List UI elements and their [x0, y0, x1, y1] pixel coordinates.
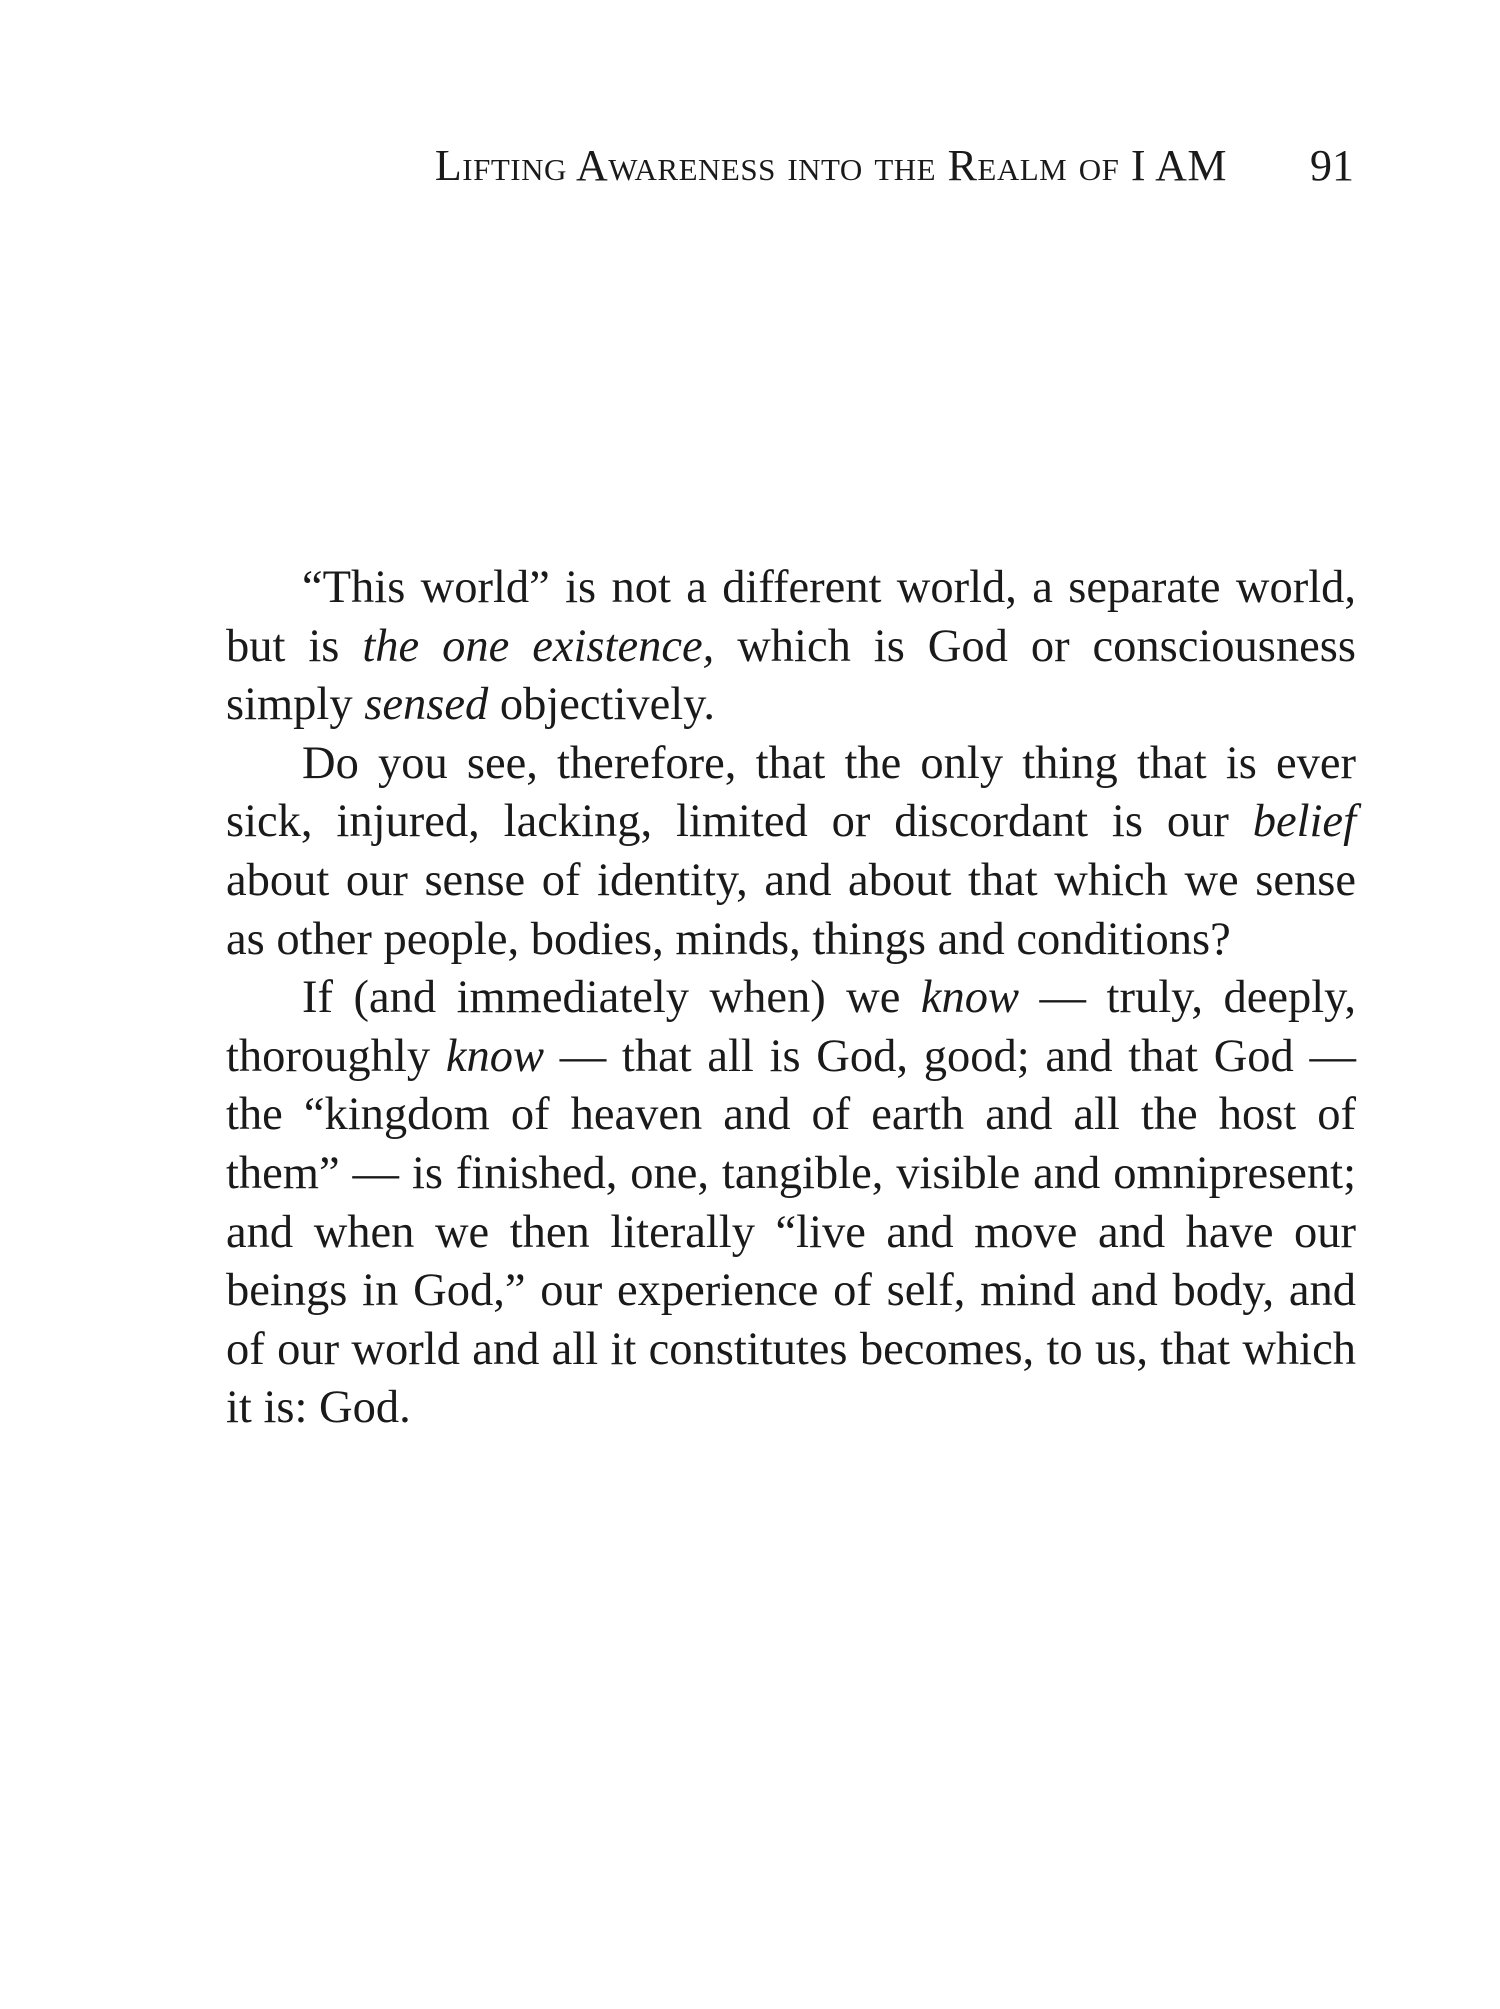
page-number: 91	[1310, 141, 1354, 190]
body-text	[226, 559, 1356, 1438]
paragraph-3-text-a: If (and immediately when) we	[302, 972, 921, 1024]
paragraph-2	[226, 735, 1356, 969]
paragraph-3-text-b: — truly, deeply, thoroughly	[226, 972, 1357, 1082]
paragraph-3	[226, 969, 1356, 1438]
paragraph-2-text-b: about our sense of identity, and about that which we sense as other people, bodies, minds, things and conditions?	[226, 854, 1356, 965]
paragraph-3-emphasis-a: know	[920, 972, 1020, 1024]
paragraph-1-emphasis-a: the one existence,	[362, 620, 715, 672]
paragraph-1	[226, 559, 1356, 735]
running-title: Lifting Awareness into the Realm of I AM	[434, 141, 1227, 190]
running-head	[352, 140, 1354, 200]
paragraph-2-text-a: Do you see, therefore, that the only thing that is ever sick, injured, lacking, limited or discordant is our	[226, 737, 1356, 848]
paragraph-1-emphasis-b: sensed	[364, 679, 489, 731]
paragraph-1-text-c: objectively.	[488, 679, 716, 731]
paragraph-1-text-b: which is God or consciousness simply	[226, 620, 1356, 731]
paragraph-3-emphasis-b: know	[445, 1030, 544, 1082]
paragraph-1-text-a: “This world” is not a different world, a separate world, but is	[226, 562, 1356, 672]
paragraph-3-text-c: — that all is God, good; and that God — the “kingdom of heaven and of earth and all the host of them” — is finished, one, tangible, visible and omnipresent; and when we then literally “live and move and have our beings in God,” our experience of self, mind and body, and of our world and all it constitutes becomes, to us, that which it is: God.	[226, 1030, 1357, 1434]
paragraph-2-emphasis: belief	[1252, 796, 1356, 848]
